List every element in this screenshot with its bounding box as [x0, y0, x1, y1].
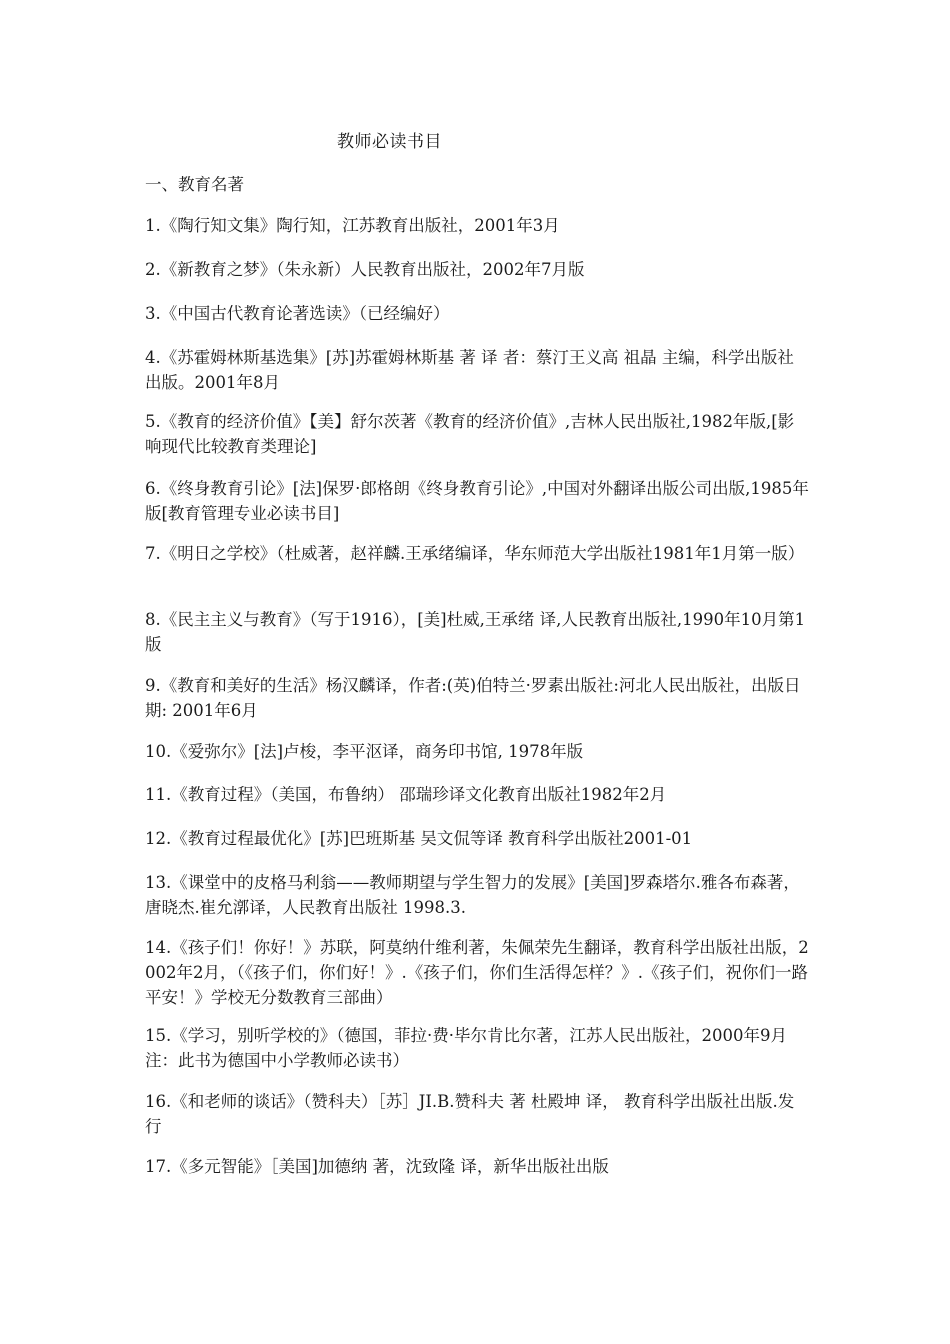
list-item: 4.《苏霍姆林斯基选集》[苏]苏霍姆林斯基 著 译 者：蔡汀王义高 祖晶 主编，科学出版社出版。2001年8月	[145, 348, 794, 392]
list-item: 10.《爱弥尔》[法]卢梭，李平沤译，商务印书馆, 1978年版	[145, 742, 584, 761]
list-item: 2.《新教育之梦》（朱永新）人民教育出版社，2002年7月版	[145, 260, 585, 279]
list-item: 13.《课堂中的皮格马利翁——教师期望与学生智力的发展》[美国]罗森塔尔.雅各布森著，唐晓杰.崔允漷译，人民教育出版社 1998.3.	[145, 873, 800, 917]
list-item: 16.《和老师的谈话》（赞科夫）［苏］JI.B.赞科夫 著 杜殿坤 译， 教育科学出版社出版.发行	[145, 1092, 795, 1136]
list-item: 12.《教育过程最优化》[苏]巴班斯基 吴文侃等译 教育科学出版社2001-01	[145, 829, 693, 848]
list-item: 11.《教育过程》（美国，布鲁纳） 邵瑞珍译文化教育出版社1982年2月	[145, 785, 667, 804]
section-heading: 一、教育名著	[145, 175, 244, 194]
list-item: 6.《终身教育引论》[法]保罗·郎格朗《终身教育引论》,中国对外翻译出版公司出版,1985年版[教育管理专业必读书目]	[145, 479, 809, 523]
list-item: 3.《中国古代教育论著选读》（已经编好）	[145, 304, 450, 323]
list-item: 17.《多元智能》［美国]加德纳 著，沈致隆 译，新华出版社出版	[145, 1157, 609, 1176]
list-item: 9.《教育和美好的生活》杨汉麟译，作者:(英)伯特兰·罗素出版社:河北人民出版社，出版日期: 2001年6月	[145, 676, 801, 720]
list-item: 15.《学习，别听学校的》（德国，菲拉·费·毕尔肯比尔著，江苏人民出版社，2000年9月注：此书为德国中小学教师必读书）	[145, 1026, 787, 1070]
list-item: 1.《陶行知文集》陶行知，江苏教育出版社，2001年3月	[145, 216, 560, 235]
document-title: 教师必读书目	[337, 132, 442, 152]
list-item: 5.《教育的经济价值》【美】舒尔茨著《教育的经济价值》,吉林人民出版社,1982年版,[影响现代比较教育类理论]	[145, 412, 795, 456]
list-item: 14.《孩子们！你好！》苏联，阿莫纳什维利著，朱佩荣先生翻译，教育科学出版社出版，2002年2月，（《孩子们，你们好！》.《孩子们，你们生活得怎样？》.《孩子们，祝你们一路平安！》学校无分数教育三部曲）	[145, 938, 809, 1007]
list-item: 8.《民主主义与教育》（写于1916），[美]杜威,王承绪 译,人民教育出版社,1990年10月第1版	[145, 610, 806, 654]
list-item: 7.《明日之学校》（杜威著，赵祥麟.王承绪编译，华东师范大学出版社1981年1月第一版）	[145, 544, 805, 563]
